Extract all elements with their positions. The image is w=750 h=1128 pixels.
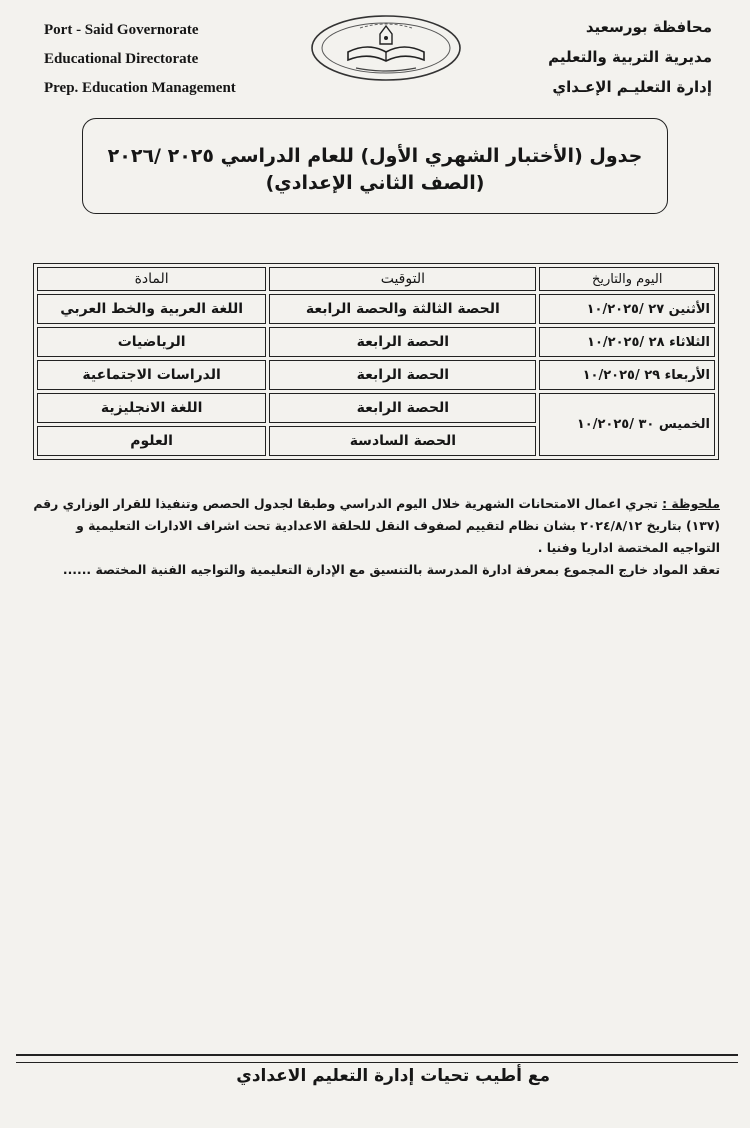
table-row [37,393,715,423]
subject-cell: العلوم [37,426,266,456]
subject-cell: الرياضيات [37,327,266,357]
time-cell: الحصة الرابعة [269,327,536,357]
time-cell: الحصة الرابعة [269,360,536,390]
note-line: التواجيه المختصة اداريا وفنيا . [537,540,720,555]
note-text: تجري اعمال الامتحانات الشهرية خلال اليوم الدراسي وطبقا لجدول الحصص وتنفيذا للقرار الوزاري رقم [33,496,658,511]
header-day-date: اليوم والتاريخ [539,267,715,291]
header-english [44,20,284,107]
grade-title: (الصف الثاني الإعدادي) [265,172,485,194]
header-governorate-en: Port - Said Governorate [44,22,199,38]
header-management-ar: إدارة التعليـم الإعـداي [552,78,712,96]
header-arabic [482,16,712,106]
day-cell: الخميس ٣٠ /١٠/٢٠٢٥ [539,393,715,456]
title-box [82,118,668,214]
subject-cell: الدراسات الاجتماعية [37,360,266,390]
header-subject: المادة [37,267,266,291]
day-cell: الأثنين ٢٧ /١٠/٢٠٢٥ [539,294,715,324]
time-cell: الحصة الرابعة [269,393,536,423]
time-cell: الحصة الثالثة والحصة الرابعة [269,294,536,324]
note-line [30,493,720,515]
closing-signature: مع أطيب تحيات إدارة التعليم الاعدادي [236,1066,550,1086]
book-emblem-icon [308,12,464,84]
note-line: تعقد المواد خارج المجموع بمعرفة ادارة المدرسة بالتنسيق مع الإدارة التعليمية والتواجيه الفنية المختصة ...... [62,562,720,577]
exam-title: جدول (الأختبار الشهري الأول) للعام الدراسي ٢٠٢٥ /٢٠٢٦ [107,145,643,167]
table-header-row [37,267,715,291]
footer-divider-thin [16,1062,738,1063]
exam-schedule-table [33,263,719,460]
note-line: (١٣٧) بتاريخ ٢٠٢٤/٨/١٢ بشان نظام لتقييم لصفوف النقل للحلقة الاعدادية تحت اشراف الادارات التعليمية و [76,518,720,533]
subject-cell: اللغة العربية والخط العربي [37,294,266,324]
table-row [37,360,715,390]
day-cell: الأربعاء ٢٩ /١٠/٢٠٢٥ [539,360,715,390]
table-row [37,294,715,324]
notes-section [30,493,720,581]
day-cell: الثلاثاء ٢٨ /١٠/٢٠٢٥ [539,327,715,357]
header-management-en: Prep. Education Management [44,80,236,96]
header-governorate-ar: محافظة بورسعيد [585,18,712,36]
time-cell: الحصة السادسة [269,426,536,456]
directorate-logo [308,12,464,84]
header-directorate-en: Educational Directorate [44,51,199,67]
note-label: ملحوظة : [662,496,720,511]
header-timing: التوقيت [269,267,536,291]
footer-divider [16,1054,738,1056]
subject-cell: اللغة الانجليزية [37,393,266,423]
table-row [37,327,715,357]
header-directorate-ar: مديرية التربية والتعليم [548,48,712,66]
